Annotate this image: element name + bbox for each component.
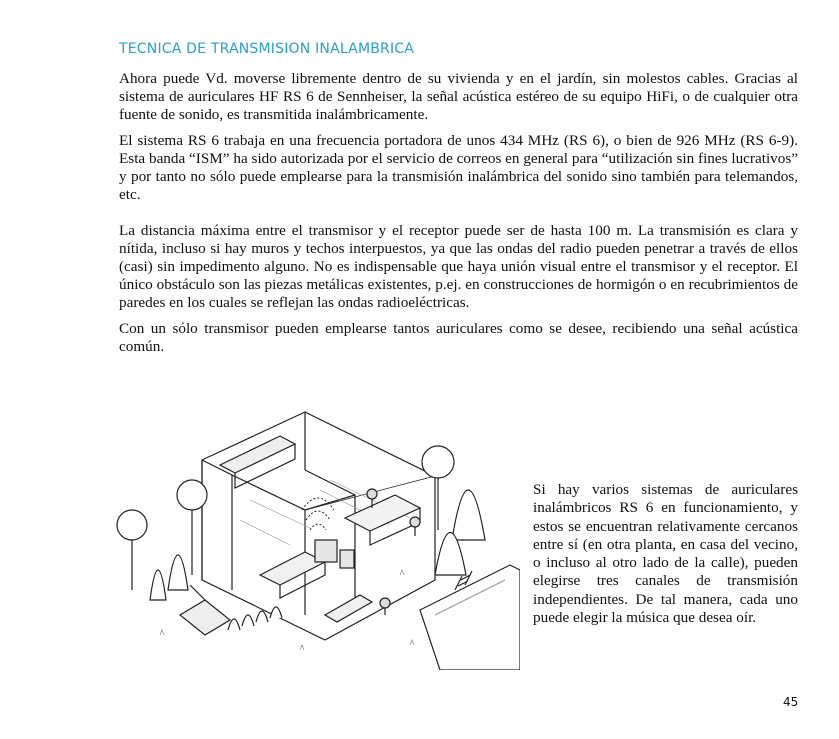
- transmitter-paragraph: Con un sólo transmisor pueden emplearse tantos auriculares como se desee, recibiendo una señal acústica común.: [119, 320, 798, 355]
- section-heading: TECNICA DE TRANSMISION INALAMBRICA: [119, 41, 415, 57]
- house-illustration: [110, 400, 520, 670]
- page-number: 45: [783, 695, 799, 709]
- intro-paragraph: Ahora puede Vd. moverse libremente dentro de su vivienda y en el jardín, sin molestos cables. Gracias al sistema de auriculares HF RS 6 de Sennheiser, la señal acústica estéreo de su equipo HiFi, o de cualquier otra fuente de sonido, es transmitida inalámbricamente.: [119, 70, 798, 123]
- distance-paragraph: La distancia máxima entre el transmisor y el receptor puede ser de hasta 100 m. La transmisión es clara y nítida, incluso si hay muros y techos interpuestos, ya que las ondas del radio pueden penetrar a través de ellos (casi) sin impedimento alguno. No es indispensable que haya unión visual entre el transmisor y el receptor. El único obstáculo son las piezas metálicas existentes, p.ej. en construcciones de hormigón o en recubrimientos de paredes en los cuales se reflejan las ondas radioeléctricas.: [119, 222, 798, 311]
- frequency-paragraph: El sistema RS 6 trabaja en una frecuencia portadora de unos 434 MHz (RS 6), o bien de 926 MHz (RS 6-9). Esta banda “ISM” ha sido autorizada por el servicio de correos en general para “utilización sin fines lucrativos” y por tanto no sólo puede emplearse para la transmisión inalámbrica del sonido sino también para telemandos, etc.: [119, 132, 798, 203]
- channels-paragraph: Si hay varios sistemas de auriculares inalámbricos RS 6 en funcionamiento, y estos se encuentran relativamente cercanos entre sí (en otra planta, en casa del vecino, o incluso al otro lado de la calle), pueden elegirse tres canales de transmisión independientes. De tal manera, cada uno puede elegir la música que desea oír.: [533, 481, 798, 627]
